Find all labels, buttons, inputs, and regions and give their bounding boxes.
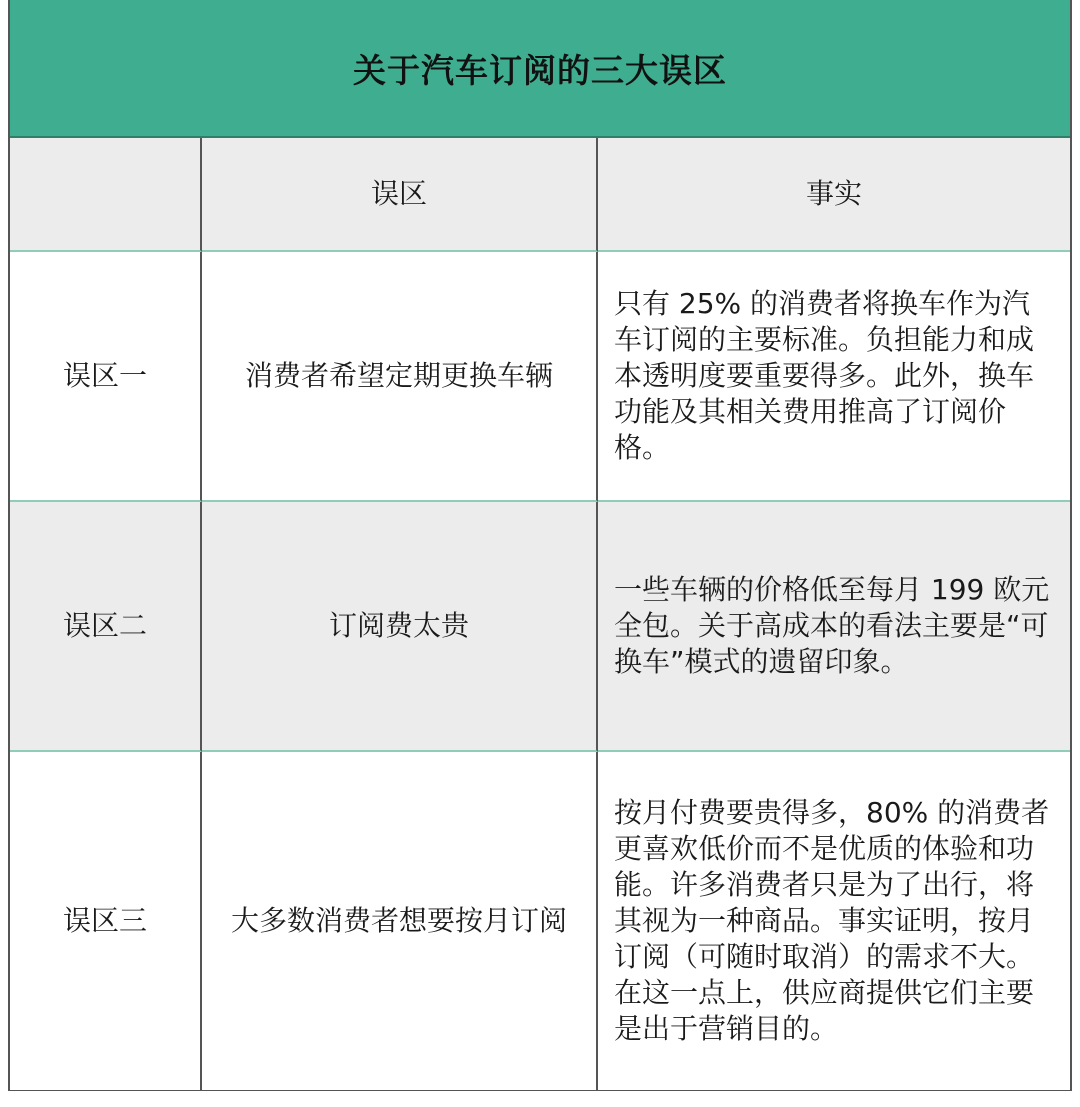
fact-text: 按月付费要贵得多，80% 的消费者更喜欢低价而不是优质的体验和功能。许多消费者只是为了出行，将其视为一种商品。事实证明，按月订阅（可随时取消）的需求不大。在这一点上，供应商提供它们主要是出于营销目的。 [614, 796, 1050, 1045]
header-cell-empty [10, 138, 202, 252]
myth-cell: 大多数消费者想要按月订阅 [202, 752, 598, 1090]
fact-text: 只有 25% 的消费者将换车作为汽车订阅的主要标准。负担能力和成本透明度要重要得多。此外，换车功能及其相关费用推高了订阅价格。 [614, 287, 1035, 464]
fact-cell [598, 502, 1070, 752]
row-label: 误区三 [10, 752, 202, 1090]
fact-text: 一些车辆的价格低至每月 199 欧元全包。关于高成本的看法主要是“可换车”模式的遗留印象。 [614, 573, 1050, 678]
row-label: 误区一 [10, 252, 202, 502]
myth-cell: 消费者希望定期更换车辆 [202, 252, 598, 502]
fact-cell [598, 752, 1070, 1090]
title-bar [10, 0, 1070, 138]
myths-table [10, 138, 1070, 1090]
header-cell-fact: 事实 [598, 138, 1070, 252]
myth-cell: 订阅费太贵 [202, 502, 598, 752]
fact-cell [598, 252, 1070, 502]
page-title: 关于汽车订阅的三大误区 [353, 50, 727, 90]
table-frame [8, 0, 1072, 1091]
row-label: 误区二 [10, 502, 202, 752]
header-cell-myth: 误区 [202, 138, 598, 252]
